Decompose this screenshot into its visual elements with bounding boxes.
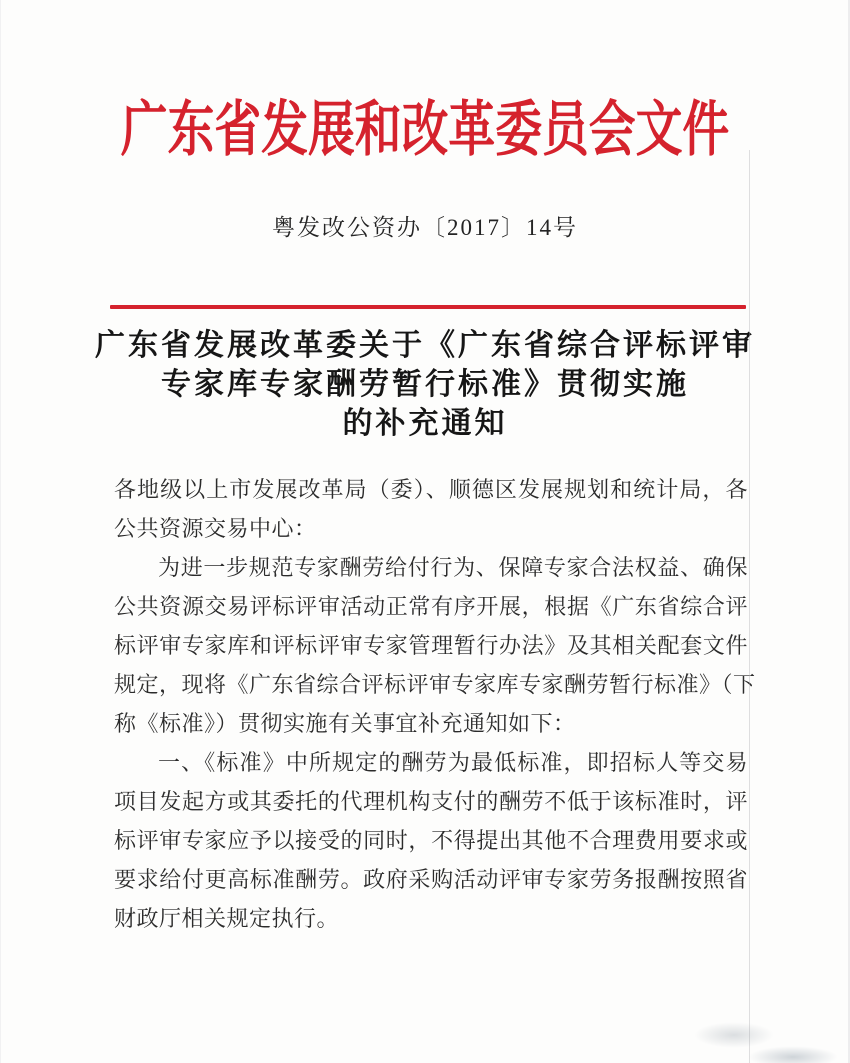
document-header-title: 广东省发展和改革委员会文件 — [120, 97, 730, 163]
title-line: 专家库专家酬劳暂行标准》贯彻实施 — [161, 368, 689, 401]
document-number: 粤发改公资办〔2017〕14号 — [272, 215, 578, 240]
body-line: 为进一步规范专家酬劳给付行为、保障专家合法权益、确保 — [158, 555, 748, 580]
title-line: 广东省发展改革委关于《广东省综合评标评审 — [95, 329, 755, 362]
body-line: 要求给付更高标准酬劳。政府采购活动评审专家劳务报酬按照省 — [114, 867, 748, 892]
body-line: 各地级以上市发展改革局（委）、顺德区发展规划和统计局，各 — [114, 477, 748, 502]
scan-artifact-left-edge — [0, 0, 1, 1063]
body-line: 规定，现将《广东省综合评标评审专家库专家酬劳暂行标准》（下 — [114, 672, 756, 697]
scan-artifact-smudge — [694, 1022, 774, 1048]
body-line: 公共资源交易中心： — [114, 516, 317, 541]
red-divider-line — [110, 305, 746, 309]
body-line: 标评审专家库和评标评审专家管理暂行办法》及其相关配套文件 — [114, 633, 748, 658]
scan-artifact-smudge — [748, 1046, 838, 1063]
body-line: 一、《标准》中所规定的酬劳为最低标准，即招标人等交易 — [158, 750, 748, 775]
document-body — [114, 470, 756, 938]
scan-artifact-vertical-line — [749, 150, 750, 1063]
body-line: 称《标准》）贯彻实施有关事宜补充通知如下： — [114, 711, 576, 736]
document-title — [0, 326, 850, 443]
body-line: 公共资源交易评标评审活动正常有序开展，根据《广东省综合评 — [114, 594, 748, 619]
body-line: 项目发起方或其委托的代理机构支付的酬劳不低于该标准时，评 — [114, 789, 748, 814]
title-line: 的补充通知 — [342, 407, 508, 440]
body-line: 财政厅相关规定执行。 — [114, 906, 340, 931]
body-line: 标评审专家应予以接受的同时，不得提出其他不合理费用要求或 — [114, 828, 748, 853]
